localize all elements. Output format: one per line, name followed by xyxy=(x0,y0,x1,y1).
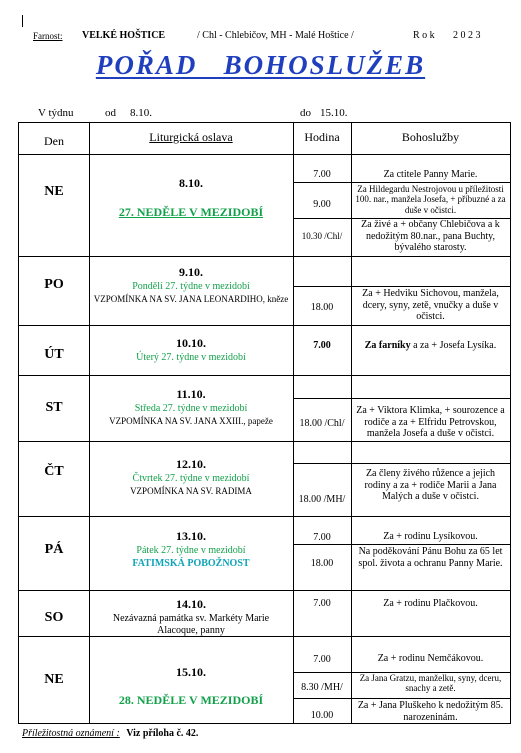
day-celebration: Úterý 27. týdne v mezidobí xyxy=(136,352,246,363)
entry-intention: Za + Hedviku Sichovou, manžela, dcery, syny, zetě, vnučky a duše v očistci. xyxy=(362,288,499,322)
entry-intention xyxy=(351,340,510,352)
entry-intention-rest: a za + Josefa Lysíka. xyxy=(410,340,497,351)
day-memorial: VZPOMÍNKA NA SV. JANA LEONARDIHO, kněze xyxy=(93,294,289,304)
parish-name: VELKÉ HOŠTICE xyxy=(82,30,166,41)
row-divider xyxy=(18,375,511,376)
header-day: Den xyxy=(44,134,64,148)
day-celebration: Nezávazná památka sv. Markéty Marie Alacoque, panny xyxy=(112,613,270,636)
day-memorial: FATIMSKÁ POBOŽNOST xyxy=(132,558,250,569)
entry-time: 7.00 xyxy=(313,598,331,609)
row-divider xyxy=(18,516,511,517)
entry-time: 8.30 /MH/ xyxy=(301,682,343,693)
text-cursor xyxy=(22,15,23,27)
row-divider xyxy=(18,256,511,257)
entry-time: 18.00 /Chl/ xyxy=(299,418,345,429)
day-date: 12.10. xyxy=(176,457,206,471)
entry-time: 7.00 xyxy=(313,340,331,351)
parish-label: Farnost: xyxy=(33,31,63,41)
day-label: NE xyxy=(44,184,64,199)
entry-divider xyxy=(293,463,511,464)
header-celebration: Liturgická oslava xyxy=(149,130,233,144)
week-to-date: 15.10. xyxy=(320,107,348,119)
entry-time: 18.00 xyxy=(310,302,334,313)
header-services: Bohoslužby xyxy=(401,130,460,144)
day-label: ČT xyxy=(44,464,64,479)
row-divider xyxy=(18,441,511,442)
day-celebration: Čtvrtek 27. týdne v mezidobí xyxy=(132,473,250,484)
entry-divider xyxy=(293,286,511,287)
table-border-left xyxy=(18,122,19,724)
day-label: ÚT xyxy=(44,347,64,362)
day-memorial: VZPOMÍNKA NA SV. JANA XXIII., papeže xyxy=(109,416,273,426)
column-divider xyxy=(351,122,352,724)
year-label: R o k xyxy=(413,30,435,41)
entry-intention: Za ctitele Panny Marie. xyxy=(383,169,478,180)
entry-divider xyxy=(293,544,511,545)
entry-intention: Na poděkování Pánu Bohu za 65 let spol. života a ochranu Panny Marie. xyxy=(358,546,503,569)
entry-intention: Za + Viktora Klimka, + sourozence a rodiče a za + Elfridu Petrovskou, manžela Josefa a duše v očistci. xyxy=(356,405,505,439)
entry-time: 7.00 xyxy=(313,654,331,665)
entry-time: 9.00 xyxy=(313,199,331,210)
row-divider xyxy=(18,723,511,724)
row-divider xyxy=(18,590,511,591)
day-label: PÁ xyxy=(44,542,64,557)
day-date: 10.10. xyxy=(176,336,206,350)
entry-intention: Za + rodinu Plačkovou. xyxy=(383,598,478,609)
announcement-label: Příležitostná oznámení : xyxy=(22,728,120,739)
entry-intention: Za + Jana Pluškeho k nedožitým 85. narozeninám. xyxy=(357,700,504,723)
header-time: Hodina xyxy=(304,130,340,144)
entry-divider xyxy=(293,182,511,183)
day-label: NE xyxy=(44,672,64,687)
day-memorial: VZPOMÍNKA NA SV. RADIMA xyxy=(130,486,252,496)
day-date: 14.10. xyxy=(176,597,206,611)
day-date: 11.10. xyxy=(176,387,206,401)
entry-intention: Za + rodinu Lysíkovou. xyxy=(383,531,478,542)
entry-intention: Za členy živého růžence a jejich rodiny a za + rodiče Marii a Jana Malých a duše v očistci. xyxy=(364,468,497,502)
day-date: 13.10. xyxy=(176,529,206,543)
row-divider xyxy=(18,325,511,326)
entry-intention: Za Jana Gratzu, manželku, syny, dceru, snachy a zetě. xyxy=(359,673,502,694)
entry-time: 7.00 xyxy=(313,169,331,180)
week-prefix: V týdnu xyxy=(38,107,74,119)
entry-time: 10.00 xyxy=(310,710,334,721)
entry-time: 10.30 /Chl/ xyxy=(301,231,343,241)
entry-divider xyxy=(293,698,511,699)
entry-time: 18.00 xyxy=(310,558,334,569)
day-celebration: Pondělí 27. týdne v mezidobí xyxy=(132,281,250,292)
entry-divider xyxy=(293,398,511,399)
day-celebration: Pátek 27. týdne v mezidobí xyxy=(136,545,246,556)
row-divider xyxy=(18,636,511,637)
week-from-label: od xyxy=(105,107,116,119)
day-celebration: 27. NEDĚLE V MEZIDOBÍ xyxy=(118,205,264,219)
announcement-text: Viz příloha č. 42. xyxy=(126,728,199,739)
entry-time: 7.00 xyxy=(313,532,331,543)
page-title: POŘAD BOHOSLUŽEB xyxy=(95,50,426,80)
day-label: SO xyxy=(44,610,64,625)
year-value: 2 0 2 3 xyxy=(453,30,481,41)
entry-intention: Za živé a + občany Chlebičova a k nedožitým 80.nar., pana Buchty, bývalého starosty. xyxy=(361,219,500,253)
week-from-date: 8.10. xyxy=(130,107,152,119)
row-divider xyxy=(18,122,511,123)
entry-intention-highlight: Za farníky xyxy=(364,340,411,351)
day-date: 9.10. xyxy=(179,265,203,279)
entry-intention: Za Hildegardu Nestrojovou u příležitosti 100. nar., manžela Josefa, + příbuzné a za duše v očistci. xyxy=(355,184,506,215)
day-label: ST xyxy=(45,400,63,415)
day-celebration: Středa 27. týdne v mezidobí xyxy=(134,403,248,414)
entry-intention: Za + rodinu Nemčákovou. xyxy=(377,653,484,664)
day-celebration: 28. NEDĚLE V MEZIDOBÍ xyxy=(118,693,264,707)
table-border-right xyxy=(510,122,511,724)
entry-time: 18.00 /MH/ xyxy=(298,494,346,505)
day-label: PO xyxy=(44,277,64,292)
week-to-label: do xyxy=(300,107,311,119)
villages-note: / Chl - Chlebičov, MH - Malé Hoštice / xyxy=(197,30,354,41)
day-date: 8.10. xyxy=(179,176,203,190)
day-date: 15.10. xyxy=(176,665,206,679)
announcement-note xyxy=(22,728,198,739)
row-divider xyxy=(18,154,511,155)
